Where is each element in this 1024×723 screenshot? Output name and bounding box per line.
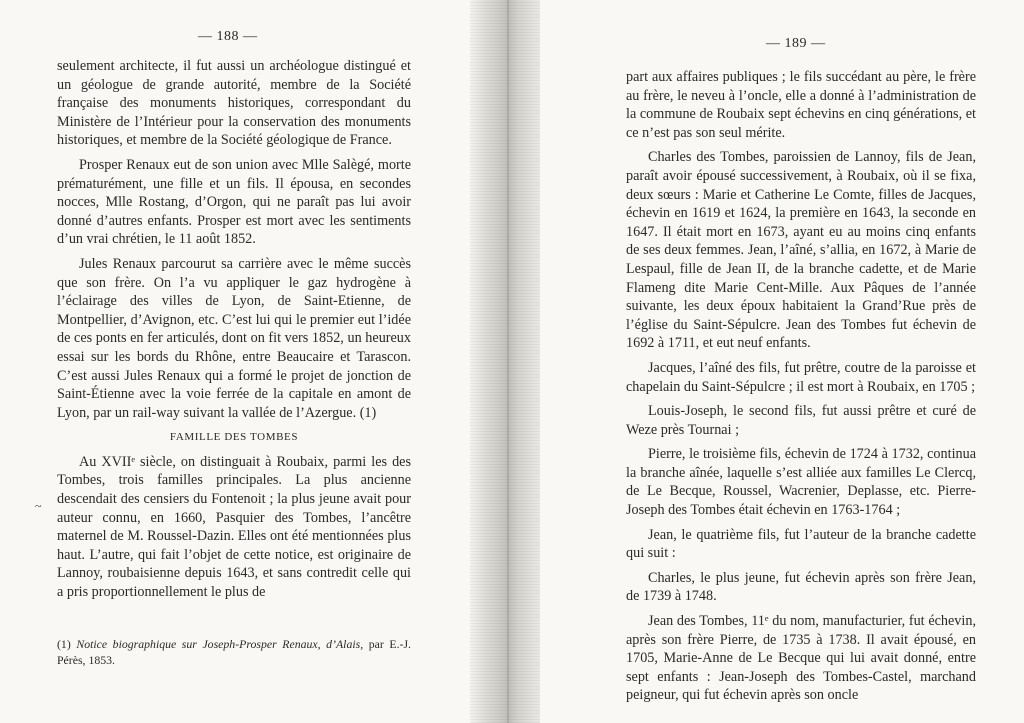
paragraph: Prosper Renaux eut de son union avec Mlle Salègé, morte prématurément, une fille et un fils. Il épousa, en secondes nocces, Mlle Rostang, d’Orgon, qui ne paraît pas lui avoir donné d’autres enfants. Prosper est mort avec les sentiments d’un vrai chrétien, le 11 août 1852. <box>57 156 411 248</box>
paragraph: Charles des Tombes, paroissien de Lannoy, fils de Jean, paraît avoir épousé successivement, à Roubaix, où il se fixa, deux sœurs : Marie et Catherine Le Comte, filles de Jacques, échevin en 1619 et 1624, la première en 1643, la seconde en 1647. Il était mort en 1673, ayant eu au moins cinq enfants de ses deux femmes. Jean, l’aîné, s’allia, en 1672, à Marie de Lespaul, fille de Jean II, de la branche cadette, et de Marie Flameng dite Marie Cent-Mille. Aux Pâques de l’année suivante, les deux époux habitaient la Grand’Rue près de l’église du Saint-Sépulcre. Jean des Tombes fut échevin de 1692 à 1711, et eut neuf enfants. <box>626 149 976 352</box>
margin-mark: ~ <box>35 499 42 513</box>
paragraph: Au XVIIᵉ siècle, on distinguait à Roubaix, parmi les des Tombes, trois familles principales. La plus ancienne descendait des censiers du Fontenoit ; la plus jeune avait pour auteur connu, en 1660, Pasquier des Tombes, l’ancêtre maternel de M. Roussel-Dazin. Elles ont été mentionnées plus haut. L’autre, qui fait l’objet de cette notice, est originaire de Lannoy, roubaisienne depuis 1643, et sans contredit celle qui a pris proportionnellement le plus de <box>57 453 411 601</box>
footnote-number: (1) <box>57 637 71 651</box>
paragraph: Louis-Joseph, le second fils, fut aussi prêtre et curé de Weze près Tournai ; <box>626 403 976 438</box>
right-page <box>540 0 1024 723</box>
paragraph: part aux affaires publiques ; le fils succédant au père, le frère au frère, le neveu à l’oncle, elle a donné à l’administration de la commune de Roubaix sept échevins en cinq générations, et ce n’est pas son seul mérite. <box>626 69 976 141</box>
paragraph: Jean des Tombes, 11ᵉ du nom, manufacturier, fut échevin, après son frère Pierre, de 1735 à 1738. Il avait épousé, en 1705, Marie-Anne de Le Becque qui lui avait donné, entre sept enfants : Jean-Joseph des Tombes-Castel, marchand peigneur, qui fut échevin après son oncle <box>626 613 976 704</box>
paragraph: Charles, le plus jeune, fut échevin après son frère Jean, de 1739 à 1748. <box>626 569 976 605</box>
footnote-title: Notice biographique sur Joseph-Prosper Renaux, d’Alais, <box>76 637 364 651</box>
left-page-body <box>57 57 411 608</box>
gutter-fold <box>507 0 509 723</box>
paragraph: Jules Renaux parcourut sa carrière avec le même succès que son frère. On l’a vu appliquer le gaz hydrogène à l’éclairage des villes de Lyon, de Saint-Etienne, de Montpellier, d’Avignon, etc. C’est lui qui le premier eut l’idée de ces ponts en fer articulés, dont on fit vers 1852, un heureux essai sur les bords du Rhône, entre Beaucaire et Tarascon. C’est aussi Jules Renaux qui a formé le projet de jonction de Saint-Étienne avec la voie ferrée de la capitale en amont de Lyon, par un rail-way suivant la vallée de l’Azergue. (1) <box>57 255 411 421</box>
paragraph: Jacques, l’aîné des fils, fut prêtre, coutre de la paroisse et chapelain du Saint-Sépulcre ; il est mort à Roubaix, en 1705 ; <box>626 359 976 395</box>
page-number-left: — 188 — <box>198 29 258 44</box>
page-number-right: — 189 — <box>766 36 826 51</box>
paragraph: Jean, le quatrième fils, fut l’auteur de la branche cadette qui suit : <box>626 526 976 562</box>
section-heading: FAMILLE DES TOMBES <box>169 431 299 444</box>
book-gutter <box>470 0 550 723</box>
paragraph: Pierre, le troisième fils, échevin de 1724 à 1732, continua la branche aînée, laquelle s’est alliée aux familles Le Clercq, de Le Becque, Roussel, Wacrenier, Deplasse, etc. Pierre-Joseph des Tombes était échevin en 1763-1764 ; <box>626 446 976 519</box>
paragraph: seulement architecte, il fut aussi un archéologue distingué et un géologue de grande autorité, membre de la Société française des monuments historiques, correspondant du Ministère de l’Intérieur pour la conservation des monuments historiques, et membre de la Société géologique de France. <box>57 58 411 149</box>
right-page-body <box>626 68 976 711</box>
footnote-source: par E.-J. Pérès, 1853. <box>57 637 411 667</box>
left-page <box>0 0 482 723</box>
footnote <box>57 636 411 668</box>
